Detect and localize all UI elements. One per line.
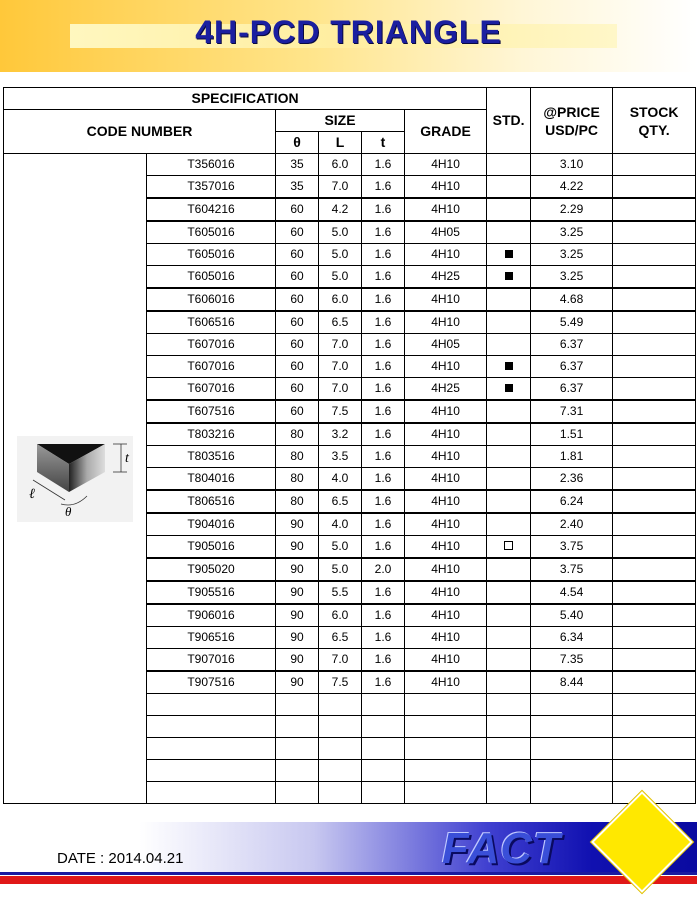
length-cell: 5.0	[319, 266, 362, 289]
stock-cell	[613, 468, 696, 491]
stock-cell	[613, 671, 696, 694]
thickness-cell: 1.6	[362, 627, 405, 649]
std-cell	[487, 198, 531, 221]
date-label: DATE : 2014.04.21	[57, 850, 184, 867]
theta-cell: 60	[276, 378, 319, 401]
std-cell	[487, 288, 531, 311]
code-cell: T905020	[147, 558, 276, 581]
empty-cell	[487, 694, 531, 716]
specification-header: SPECIFICATION	[4, 88, 487, 110]
insert-diagram-cell	[4, 154, 147, 804]
size-header: SIZE	[276, 110, 405, 132]
grade-cell: 4H10	[405, 604, 487, 627]
std-cell	[487, 558, 531, 581]
code-cell: T605016	[147, 244, 276, 266]
price-cell: 4.54	[531, 581, 613, 604]
theta-cell: 90	[276, 604, 319, 627]
std-cell	[487, 154, 531, 176]
stock-cell	[613, 378, 696, 401]
price-cell: 2.36	[531, 468, 613, 491]
std-cell	[487, 490, 531, 513]
standard-filled-square-icon	[505, 384, 513, 392]
std-cell	[487, 468, 531, 491]
price-cell: 3.10	[531, 154, 613, 176]
empty-cell	[362, 760, 405, 782]
code-cell: T357016	[147, 176, 276, 199]
std-cell	[487, 356, 531, 378]
length-cell: 4.0	[319, 513, 362, 536]
empty-cell	[405, 738, 487, 760]
grade-cell: 4H25	[405, 378, 487, 401]
price-cell: 1.81	[531, 446, 613, 468]
empty-cell	[531, 716, 613, 738]
theta-cell: 90	[276, 581, 319, 604]
empty-cell	[487, 738, 531, 760]
stock-cell	[613, 176, 696, 199]
empty-cell	[319, 716, 362, 738]
theta-cell: 60	[276, 288, 319, 311]
empty-cell	[405, 694, 487, 716]
std-cell	[487, 446, 531, 468]
code-cell: T604216	[147, 198, 276, 221]
thickness-cell: 1.6	[362, 154, 405, 176]
grade-cell: 4H10	[405, 356, 487, 378]
grade-cell: 4H10	[405, 400, 487, 423]
code-cell: T906516	[147, 627, 276, 649]
thickness-cell: 1.6	[362, 198, 405, 221]
code-cell: T607016	[147, 356, 276, 378]
std-cell	[487, 649, 531, 672]
price-cell: 6.37	[531, 378, 613, 401]
thickness-cell: 1.6	[362, 423, 405, 446]
std-cell	[487, 400, 531, 423]
empty-cell	[531, 694, 613, 716]
thickness-cell: 1.6	[362, 378, 405, 401]
empty-cell	[405, 782, 487, 804]
stock-cell	[613, 423, 696, 446]
thickness-cell: 2.0	[362, 558, 405, 581]
std-cell	[487, 244, 531, 266]
empty-cell	[147, 716, 276, 738]
code-cell: T803516	[147, 446, 276, 468]
theta-cell: 60	[276, 221, 319, 244]
length-cell: 7.0	[319, 334, 362, 356]
code-cell: T607016	[147, 378, 276, 401]
empty-cell	[405, 716, 487, 738]
theta-cell: 80	[276, 446, 319, 468]
code-cell: T606516	[147, 311, 276, 334]
thickness-cell: 1.6	[362, 266, 405, 289]
thickness-cell: 1.6	[362, 176, 405, 199]
grade-cell: 4H10	[405, 176, 487, 199]
price-cell: 5.49	[531, 311, 613, 334]
empty-cell	[319, 738, 362, 760]
theta-cell: 60	[276, 311, 319, 334]
thickness-cell: 1.6	[362, 356, 405, 378]
grade-cell: 4H05	[405, 221, 487, 244]
empty-cell	[362, 694, 405, 716]
code-cell: T804016	[147, 468, 276, 491]
empty-cell	[276, 782, 319, 804]
svg-text:ℓ: ℓ	[29, 486, 35, 502]
grade-cell: 4H10	[405, 490, 487, 513]
empty-cell	[531, 760, 613, 782]
price-header: @PRICE USD/PC	[531, 88, 613, 154]
length-cell: 7.0	[319, 649, 362, 672]
length-cell: 7.0	[319, 356, 362, 378]
thickness-cell: 1.6	[362, 311, 405, 334]
price-cell: 7.31	[531, 400, 613, 423]
stock-cell	[613, 288, 696, 311]
code-cell: T605016	[147, 266, 276, 289]
empty-cell	[487, 782, 531, 804]
theta-cell: 60	[276, 244, 319, 266]
std-cell	[487, 378, 531, 401]
code-cell: T906016	[147, 604, 276, 627]
length-cell: 6.0	[319, 604, 362, 627]
code-cell: T356016	[147, 154, 276, 176]
length-cell: 6.5	[319, 311, 362, 334]
length-cell: 5.0	[319, 536, 362, 559]
empty-cell	[405, 760, 487, 782]
code-cell: T803216	[147, 423, 276, 446]
std-cell	[487, 423, 531, 446]
empty-cell	[613, 760, 696, 782]
price-cell: 2.40	[531, 513, 613, 536]
theta-cell: 35	[276, 176, 319, 199]
length-cell: 5.0	[319, 558, 362, 581]
theta-cell: 80	[276, 423, 319, 446]
stock-cell	[613, 604, 696, 627]
empty-cell	[613, 782, 696, 804]
standard-filled-square-icon	[505, 362, 513, 370]
stock-cell	[613, 558, 696, 581]
theta-cell: 90	[276, 627, 319, 649]
standard-filled-square-icon	[505, 272, 513, 280]
grade-header: GRADE	[405, 110, 487, 154]
std-cell	[487, 334, 531, 356]
empty-cell	[319, 694, 362, 716]
triangle-insert-diagram	[17, 436, 133, 522]
length-cell: 6.0	[319, 288, 362, 311]
thickness-cell: 1.6	[362, 513, 405, 536]
page-title: 4H-PCD TRIANGLE	[195, 14, 502, 50]
theta-cell: 90	[276, 671, 319, 694]
theta-cell: 90	[276, 536, 319, 559]
std-cell	[487, 221, 531, 244]
price-cell: 3.25	[531, 244, 613, 266]
price-cell: 4.68	[531, 288, 613, 311]
stock-cell	[613, 513, 696, 536]
code-cell: T905016	[147, 536, 276, 559]
empty-cell	[147, 738, 276, 760]
std-header: STD.	[487, 88, 531, 154]
stock-cell	[613, 334, 696, 356]
length-cell: 4.2	[319, 198, 362, 221]
empty-cell	[613, 738, 696, 760]
code-cell: T607016	[147, 334, 276, 356]
theta-cell: 60	[276, 266, 319, 289]
price-cell: 6.37	[531, 356, 613, 378]
grade-cell: 4H10	[405, 581, 487, 604]
price-cell: 4.22	[531, 176, 613, 199]
std-cell	[487, 311, 531, 334]
grade-cell: 4H10	[405, 154, 487, 176]
length-cell: 3.5	[319, 446, 362, 468]
stock-cell	[613, 356, 696, 378]
grade-cell: 4H10	[405, 423, 487, 446]
stock-cell	[613, 244, 696, 266]
length-cell: 3.2	[319, 423, 362, 446]
stock-cell	[613, 198, 696, 221]
std-cell	[487, 581, 531, 604]
thickness-cell: 1.6	[362, 581, 405, 604]
code-cell: T606016	[147, 288, 276, 311]
grade-cell: 4H10	[405, 649, 487, 672]
thickness-cell: 1.6	[362, 221, 405, 244]
empty-cell	[276, 716, 319, 738]
length-cell: 7.5	[319, 671, 362, 694]
stock-cell	[613, 581, 696, 604]
length-cell: 6.5	[319, 490, 362, 513]
theta-cell: 60	[276, 400, 319, 423]
std-cell	[487, 627, 531, 649]
stock-cell	[613, 221, 696, 244]
stock-cell	[613, 536, 696, 559]
std-cell	[487, 536, 531, 559]
svg-text:θ: θ	[65, 503, 72, 519]
code-cell: T806516	[147, 490, 276, 513]
svg-text:t: t	[125, 450, 129, 466]
thickness-cell: 1.6	[362, 288, 405, 311]
empty-cell	[276, 694, 319, 716]
grade-cell: 4H10	[405, 311, 487, 334]
theta-cell: 80	[276, 468, 319, 491]
stock-cell	[613, 311, 696, 334]
grade-cell: 4H10	[405, 288, 487, 311]
theta-cell: 60	[276, 356, 319, 378]
thickness-cell: 1.6	[362, 400, 405, 423]
theta-cell: 90	[276, 558, 319, 581]
grade-cell: 4H10	[405, 468, 487, 491]
grade-cell: 4H25	[405, 266, 487, 289]
price-cell: 3.75	[531, 536, 613, 559]
empty-cell	[613, 694, 696, 716]
theta-cell: 60	[276, 334, 319, 356]
empty-cell	[147, 782, 276, 804]
empty-cell	[362, 716, 405, 738]
thickness-cell: 1.6	[362, 671, 405, 694]
grade-cell: 4H05	[405, 334, 487, 356]
code-cell: T905516	[147, 581, 276, 604]
empty-cell	[147, 760, 276, 782]
empty-cell	[531, 738, 613, 760]
price-cell: 3.25	[531, 221, 613, 244]
grade-cell: 4H10	[405, 244, 487, 266]
price-cell: 7.35	[531, 649, 613, 672]
length-header: L	[319, 132, 362, 154]
price-cell: 6.37	[531, 334, 613, 356]
theta-cell: 35	[276, 154, 319, 176]
length-cell: 7.0	[319, 176, 362, 199]
price-cell: 3.75	[531, 558, 613, 581]
theta-cell: 90	[276, 513, 319, 536]
length-cell: 5.0	[319, 244, 362, 266]
stock-cell	[613, 649, 696, 672]
thickness-cell: 1.6	[362, 244, 405, 266]
price-cell: 1.51	[531, 423, 613, 446]
length-cell: 7.5	[319, 400, 362, 423]
standard-filled-square-icon	[505, 250, 513, 258]
price-cell: 3.25	[531, 266, 613, 289]
theta-cell: 90	[276, 649, 319, 672]
stock-cell	[613, 490, 696, 513]
price-cell: 2.29	[531, 198, 613, 221]
thickness-header: t	[362, 132, 405, 154]
code-cell: T605016	[147, 221, 276, 244]
std-cell	[487, 671, 531, 694]
price-cell: 6.24	[531, 490, 613, 513]
empty-cell	[613, 716, 696, 738]
header-banner	[0, 0, 697, 72]
grade-cell: 4H10	[405, 198, 487, 221]
grade-cell: 4H10	[405, 536, 487, 559]
length-cell: 6.0	[319, 154, 362, 176]
empty-cell	[362, 738, 405, 760]
length-cell: 5.5	[319, 581, 362, 604]
thickness-cell: 1.6	[362, 446, 405, 468]
thickness-cell: 1.6	[362, 334, 405, 356]
stock-cell	[613, 400, 696, 423]
length-cell: 5.0	[319, 221, 362, 244]
code-cell: T907516	[147, 671, 276, 694]
thickness-cell: 1.6	[362, 536, 405, 559]
stock-cell	[613, 446, 696, 468]
grade-cell: 4H10	[405, 671, 487, 694]
table-row	[4, 154, 696, 176]
stock-cell	[613, 154, 696, 176]
price-cell: 6.34	[531, 627, 613, 649]
length-cell: 6.5	[319, 627, 362, 649]
grade-cell: 4H10	[405, 446, 487, 468]
empty-cell	[362, 782, 405, 804]
grade-cell: 4H10	[405, 513, 487, 536]
empty-cell	[276, 738, 319, 760]
empty-cell	[487, 716, 531, 738]
thickness-cell: 1.6	[362, 604, 405, 627]
empty-cell	[319, 760, 362, 782]
empty-cell	[147, 694, 276, 716]
grade-cell: 4H10	[405, 627, 487, 649]
code-cell: T907016	[147, 649, 276, 672]
empty-cell	[487, 760, 531, 782]
empty-cell	[319, 782, 362, 804]
std-cell	[487, 176, 531, 199]
std-cell	[487, 266, 531, 289]
thickness-cell: 1.6	[362, 649, 405, 672]
grade-cell: 4H10	[405, 558, 487, 581]
stock-cell	[613, 266, 696, 289]
price-cell: 8.44	[531, 671, 613, 694]
price-cell: 5.40	[531, 604, 613, 627]
empty-cell	[276, 760, 319, 782]
stock-header: STOCK QTY.	[613, 88, 696, 154]
fact-logo: FACT	[442, 824, 561, 873]
length-cell: 4.0	[319, 468, 362, 491]
thickness-cell: 1.6	[362, 490, 405, 513]
std-cell	[487, 513, 531, 536]
theta-cell: 80	[276, 490, 319, 513]
footer-stripe-blue	[0, 872, 697, 875]
stock-cell	[613, 627, 696, 649]
standard-open-square-icon	[504, 541, 513, 550]
code-number-header: CODE NUMBER	[4, 110, 276, 154]
footer-stripe-red	[0, 876, 697, 884]
std-cell	[487, 604, 531, 627]
code-cell: T607516	[147, 400, 276, 423]
specification-table	[3, 87, 696, 804]
theta-header: θ	[276, 132, 319, 154]
thickness-cell: 1.6	[362, 468, 405, 491]
length-cell: 7.0	[319, 378, 362, 401]
code-cell: T904016	[147, 513, 276, 536]
theta-cell: 60	[276, 198, 319, 221]
empty-cell	[531, 782, 613, 804]
